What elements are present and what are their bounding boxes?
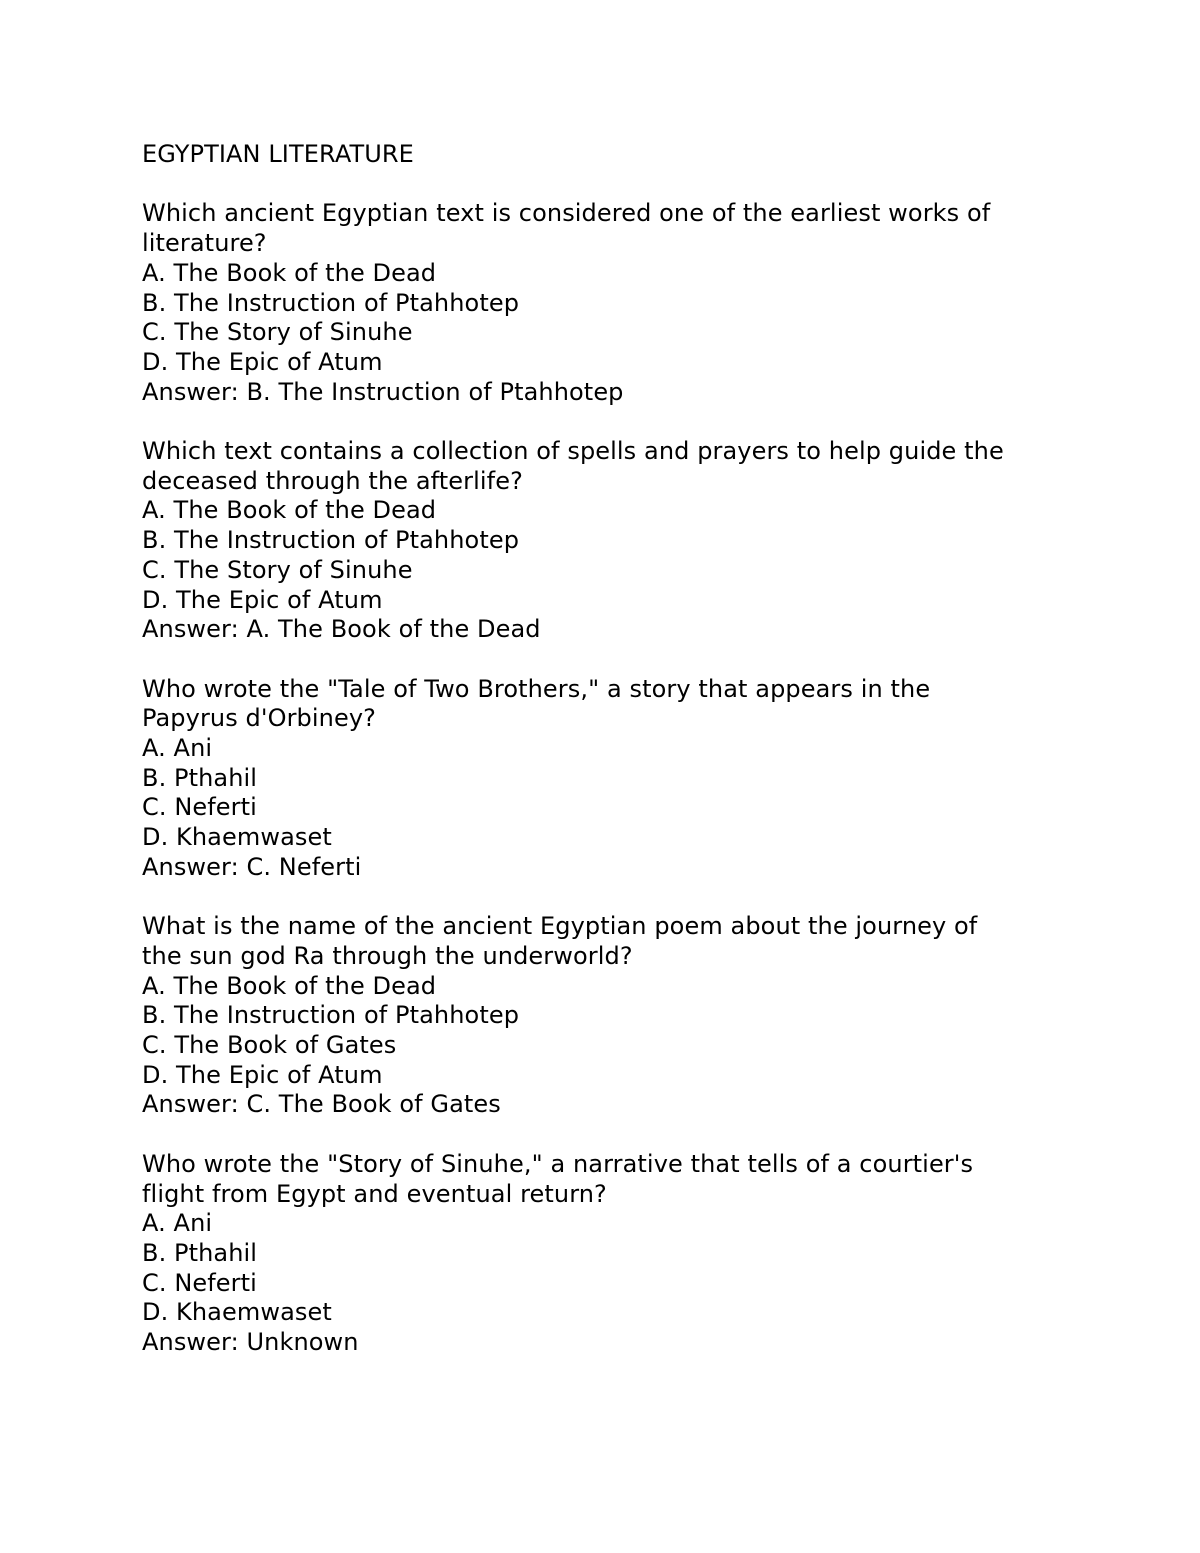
answer-option: B. The Instruction of Ptahhotep bbox=[142, 288, 520, 317]
answer-option: A. The Book of the Dead bbox=[142, 258, 437, 287]
answer-option: C. Neferti bbox=[142, 793, 257, 822]
answer-key: Answer: Unknown bbox=[142, 1328, 359, 1357]
question-3 bbox=[142, 675, 1102, 883]
answer-option: B. The Instruction of Ptahhotep bbox=[142, 526, 520, 555]
answer-option: D. The Epic of Atum bbox=[142, 585, 383, 614]
answer-option: D. Khaemwaset bbox=[142, 1298, 332, 1327]
answer-key: Answer: C. The Book of Gates bbox=[142, 1090, 501, 1119]
document-page bbox=[142, 140, 1102, 1387]
question-4 bbox=[142, 912, 1102, 1120]
question-prompt-line: Which ancient Egyptian text is considered one of the earliest works of bbox=[142, 199, 991, 228]
question-prompt-line: What is the name of the ancient Egyptian poem about the journey of bbox=[142, 912, 978, 941]
question-prompt-line: Papyrus d'Orbiney? bbox=[142, 704, 376, 733]
answer-option: A. Ani bbox=[142, 1209, 213, 1238]
answer-key: Answer: B. The Instruction of Ptahhotep bbox=[142, 377, 624, 406]
answer-option: D. The Epic of Atum bbox=[142, 347, 383, 376]
question-prompt-line: flight from Egypt and eventual return? bbox=[142, 1179, 607, 1208]
answer-option: C. Neferti bbox=[142, 1268, 257, 1297]
answer-option: C. The Story of Sinuhe bbox=[142, 318, 413, 347]
answer-option: B. The Instruction of Ptahhotep bbox=[142, 1001, 520, 1030]
question-2 bbox=[142, 437, 1102, 645]
question-prompt-line: the sun god Ra through the underworld? bbox=[142, 941, 633, 970]
answer-key: Answer: A. The Book of the Dead bbox=[142, 615, 541, 644]
question-prompt-line: Which text contains a collection of spells and prayers to help guide the bbox=[142, 437, 1004, 465]
answer-option: B. Pthahil bbox=[142, 763, 258, 792]
answer-option: D. The Epic of Atum bbox=[142, 1060, 383, 1089]
answer-option: C. The Book of Gates bbox=[142, 1031, 397, 1060]
question-prompt-line: deceased through the afterlife? bbox=[142, 466, 523, 495]
question-prompt-line: Who wrote the "Tale of Two Brothers," a story that appears in the bbox=[142, 674, 931, 703]
answer-option: C. The Story of Sinuhe bbox=[142, 555, 413, 584]
answer-option: D. Khaemwaset bbox=[142, 823, 332, 852]
answer-option: A. The Book of the Dead bbox=[142, 496, 437, 525]
answer-key: Answer: C. Neferti bbox=[142, 852, 362, 881]
answer-option: B. Pthahil bbox=[142, 1238, 258, 1267]
question-5 bbox=[142, 1150, 1102, 1358]
question-prompt-line: literature? bbox=[142, 229, 267, 258]
question-prompt-line: Who wrote the "Story of Sinuhe," a narrative that tells of a courtier's bbox=[142, 1149, 974, 1178]
answer-option: A. The Book of the Dead bbox=[142, 971, 437, 1000]
document-title: EGYPTIAN LITERATURE bbox=[142, 140, 414, 168]
question-1 bbox=[142, 199, 1102, 407]
answer-option: A. Ani bbox=[142, 734, 213, 763]
